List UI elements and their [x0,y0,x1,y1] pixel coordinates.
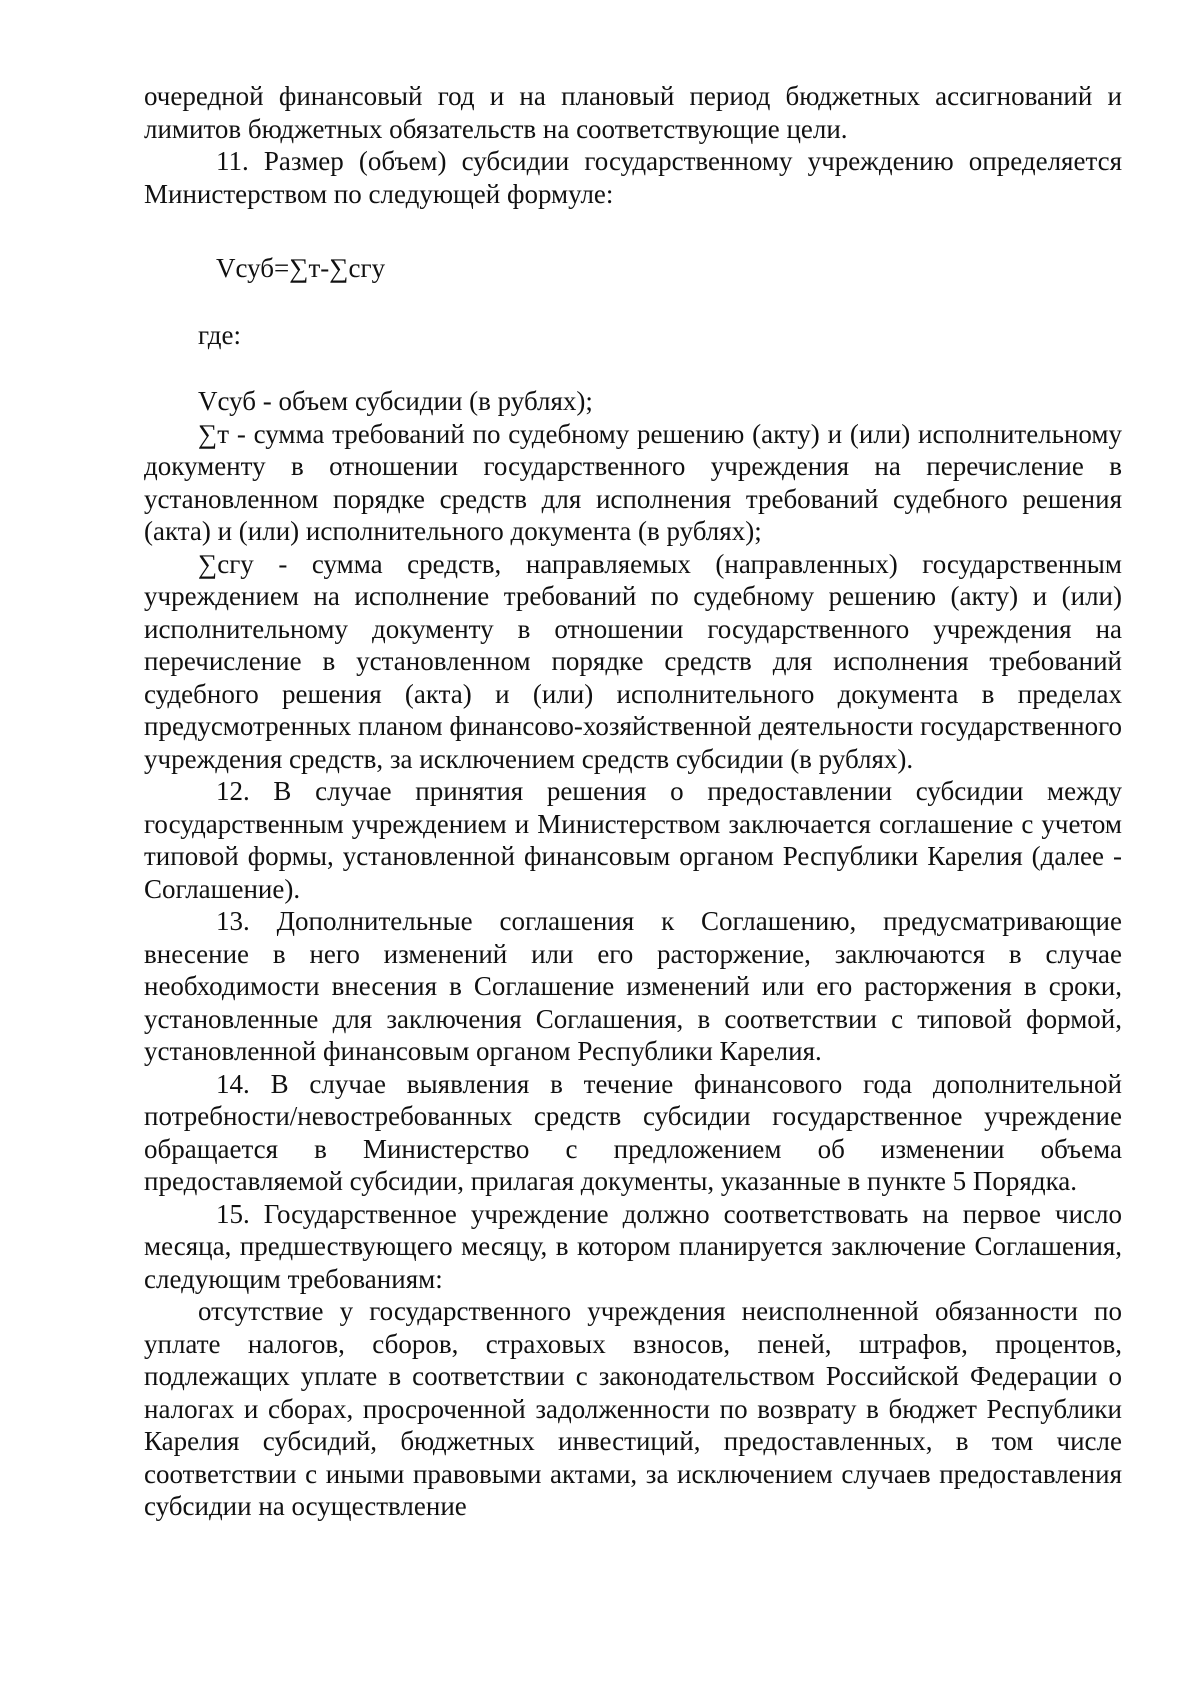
formula-where-label: где: [198,319,241,350]
paragraph-14: 14. В случае выявления в течение финансового года дополнительной потребности/невостребованных средств субсидии государственное учреждение обращается в Министерство с предложением об изменении объема предоставляемой субсидии, прилагая документы, указанные в пункте 5 Порядка. [144,1068,1122,1196]
paragraph-continuation: очередной финансовый год и на плановый период бюджетных ассигнований и лимитов бюджетных обязательств на соответствующие цели. [144,81,1122,144]
definition-vsub: Vсуб - объем субсидии (в рублях); [198,386,593,416]
definition-sum-sgu: ∑сгу - сумма средств, направляемых (направленных) государственным учреждением на исполнение требований по судебному решению (акту) и (или) исполнительному документу в отношении государственного учреждения на перечисление в установленном порядке средств для исполнения требований судебного решения (акта) и (или) исполнительного документа в пределах предусмотренных планом финансово-хозяйственной деятельности государственного учреждения средств, за исключением средств субсидии (в рублях). [144,548,1122,774]
definition-sum-t: ∑т - сумма требований по судебному решению (акту) и (или) исполнительному документу в отношении государственного учреждения на перечисление в установленном порядке средств для исполнения требований судебного решения (акта) и (или) исполнительного документа (в рублях); [144,418,1122,546]
document-page [144,80,1122,1523]
subsidy-formula: Vсуб=∑т-∑сгу [216,253,386,283]
paragraph-11: 11. Размер (объем) субсидии государственному учреждению определяется Министерством по следующей формуле: [144,146,1122,209]
paragraph-12: 12. В случае принятия решения о предоставлении субсидии между государственным учреждением и Министерством заключается соглашение с учетом типовой формы, установленной финансовым органом Республики Карелия (далее - Соглашение). [144,776,1122,904]
paragraph-15: 15. Государственное учреждение должно соответствовать на первое число месяца, предшествующего месяцу, в котором планируется заключение Соглашения, следующим требованиям: [144,1198,1122,1294]
paragraph-15-requirement-1: отсутствие у государственного учреждения неисполненной обязанности по уплате налогов, сборов, страховых взносов, пеней, штрафов, процентов, подлежащих уплате в соответствии с законодательством Российской Федерации о налогах и сборах, просроченной задолженности по возврату в бюджет Республики Карелия субсидий, бюджетных инвестиций, предоставленных, в том числе соответствии с иными правовыми актами, за исключением случаев предоставления субсидии на осуществление [144,1296,1122,1521]
paragraph-13: 13. Дополнительные соглашения к Соглашению, предусматривающие внесение в него изменений или его расторжение, заключаются в случае необходимости внесения в Соглашение изменений или его расторжения в сроки, установленные для заключения Соглашения, в соответствии с типовой формой, установленной финансовым органом Республики Карелия. [144,906,1122,1066]
